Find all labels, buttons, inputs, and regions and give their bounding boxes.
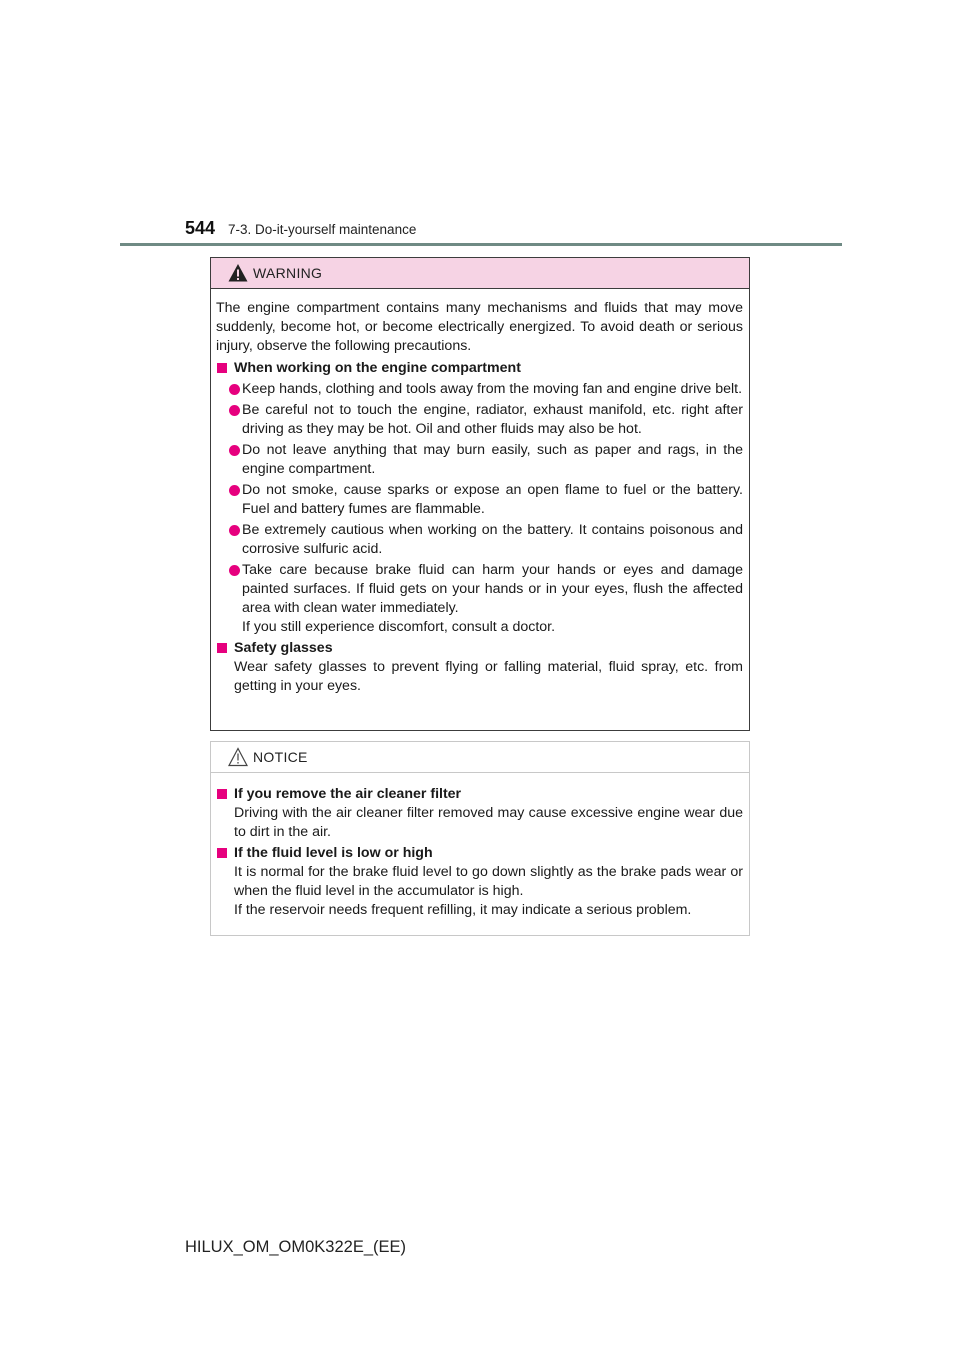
warning-label: WARNING <box>253 265 323 281</box>
list-item <box>216 521 743 559</box>
bullet-dot-icon <box>229 485 240 496</box>
notice-header <box>211 742 749 773</box>
notice-subhead-fluid-level <box>216 844 743 863</box>
subhead-text: Safety glasses <box>234 640 333 656</box>
page-number: 544 <box>185 218 216 238</box>
warning-body <box>211 289 749 696</box>
fluid-level-text: It is normal for the brake fluid level to go down slightly as the brake pads wear or when the fluid level in the accumulator is high. <box>234 864 743 899</box>
header-rule <box>120 243 842 246</box>
list-item-text: Keep hands, clothing and tools away from the moving fan and engine drive belt. <box>242 381 743 397</box>
list-item-text: Be extremely cautious when working on the battery. It contains poisonous and corrosive sulfuric acid. <box>242 522 743 557</box>
bullet-dot-icon <box>229 445 240 456</box>
bullet-dot-icon <box>229 384 240 395</box>
warning-header <box>211 258 749 289</box>
notice-body <box>211 773 749 920</box>
bullet-dot-icon <box>229 565 240 576</box>
list-item-text: Do not leave anything that may burn easily, such as paper and rags, in the engine compartment. <box>242 442 743 477</box>
list-item <box>216 481 743 519</box>
list-item-text: Be careful not to touch the engine, radiator, exhaust manifold, etc. right after driving as they may be hot. Oil and other fluids may also be hot. <box>242 402 743 437</box>
subhead-text: If the fluid level is low or high <box>234 845 433 861</box>
page-header <box>0 0 960 250</box>
warning-intro: The engine compartment contains many mechanisms and fluids that may move suddenly, become hot, or become electrically energized. To avoid death or serious injury, observe the following precautions. <box>216 300 743 354</box>
list-item <box>216 401 743 439</box>
square-bullet-icon <box>217 363 227 373</box>
list-item-text: Do not smoke, cause sparks or expose an open flame to fuel or the battery. Fuel and battery fumes are flammable. <box>242 482 743 517</box>
warning-bullet-list <box>216 380 743 637</box>
square-bullet-icon <box>217 789 227 799</box>
warning-box <box>210 257 750 731</box>
list-item <box>216 441 743 479</box>
bullet-dot-icon <box>229 525 240 536</box>
warning-triangle-icon <box>228 263 248 283</box>
square-bullet-icon <box>217 848 227 858</box>
warning-subhead-engine <box>216 359 743 378</box>
list-item <box>216 561 743 637</box>
notice-label: NOTICE <box>253 749 308 765</box>
bullet-dot-icon <box>229 405 240 416</box>
air-filter-text: Driving with the air cleaner filter removed may cause excessive engine wear due to dirt in the air. <box>234 805 743 840</box>
section-title: 7-3. Do-it-yourself maintenance <box>228 222 417 237</box>
list-item-text-extra: If you still experience discomfort, consult a doctor. <box>242 619 556 635</box>
subhead-text: If you remove the air cleaner filter <box>234 786 462 802</box>
document-code: HILUX_OM_OM0K322E_(EE) <box>185 1238 407 1256</box>
list-item-text: Take care because brake fluid can harm your hands or eyes and damage painted surfaces. If fluid gets on your hands or in your eyes, flush the affected area with clean water immediately. <box>242 562 743 616</box>
list-item <box>216 380 743 399</box>
safety-glasses-text: Wear safety glasses to prevent flying or falling material, fluid spray, etc. from getting in your eyes. <box>234 659 743 694</box>
notice-subhead-air-filter <box>216 785 743 804</box>
notice-triangle-icon <box>228 747 248 767</box>
warning-subhead-glasses <box>216 639 743 658</box>
notice-box <box>210 741 750 936</box>
subhead-text: When working on the engine compartment <box>234 360 521 376</box>
square-bullet-icon <box>217 643 227 653</box>
fluid-level-text-2: If the reservoir needs frequent refilling, it may indicate a serious problem. <box>234 902 692 918</box>
